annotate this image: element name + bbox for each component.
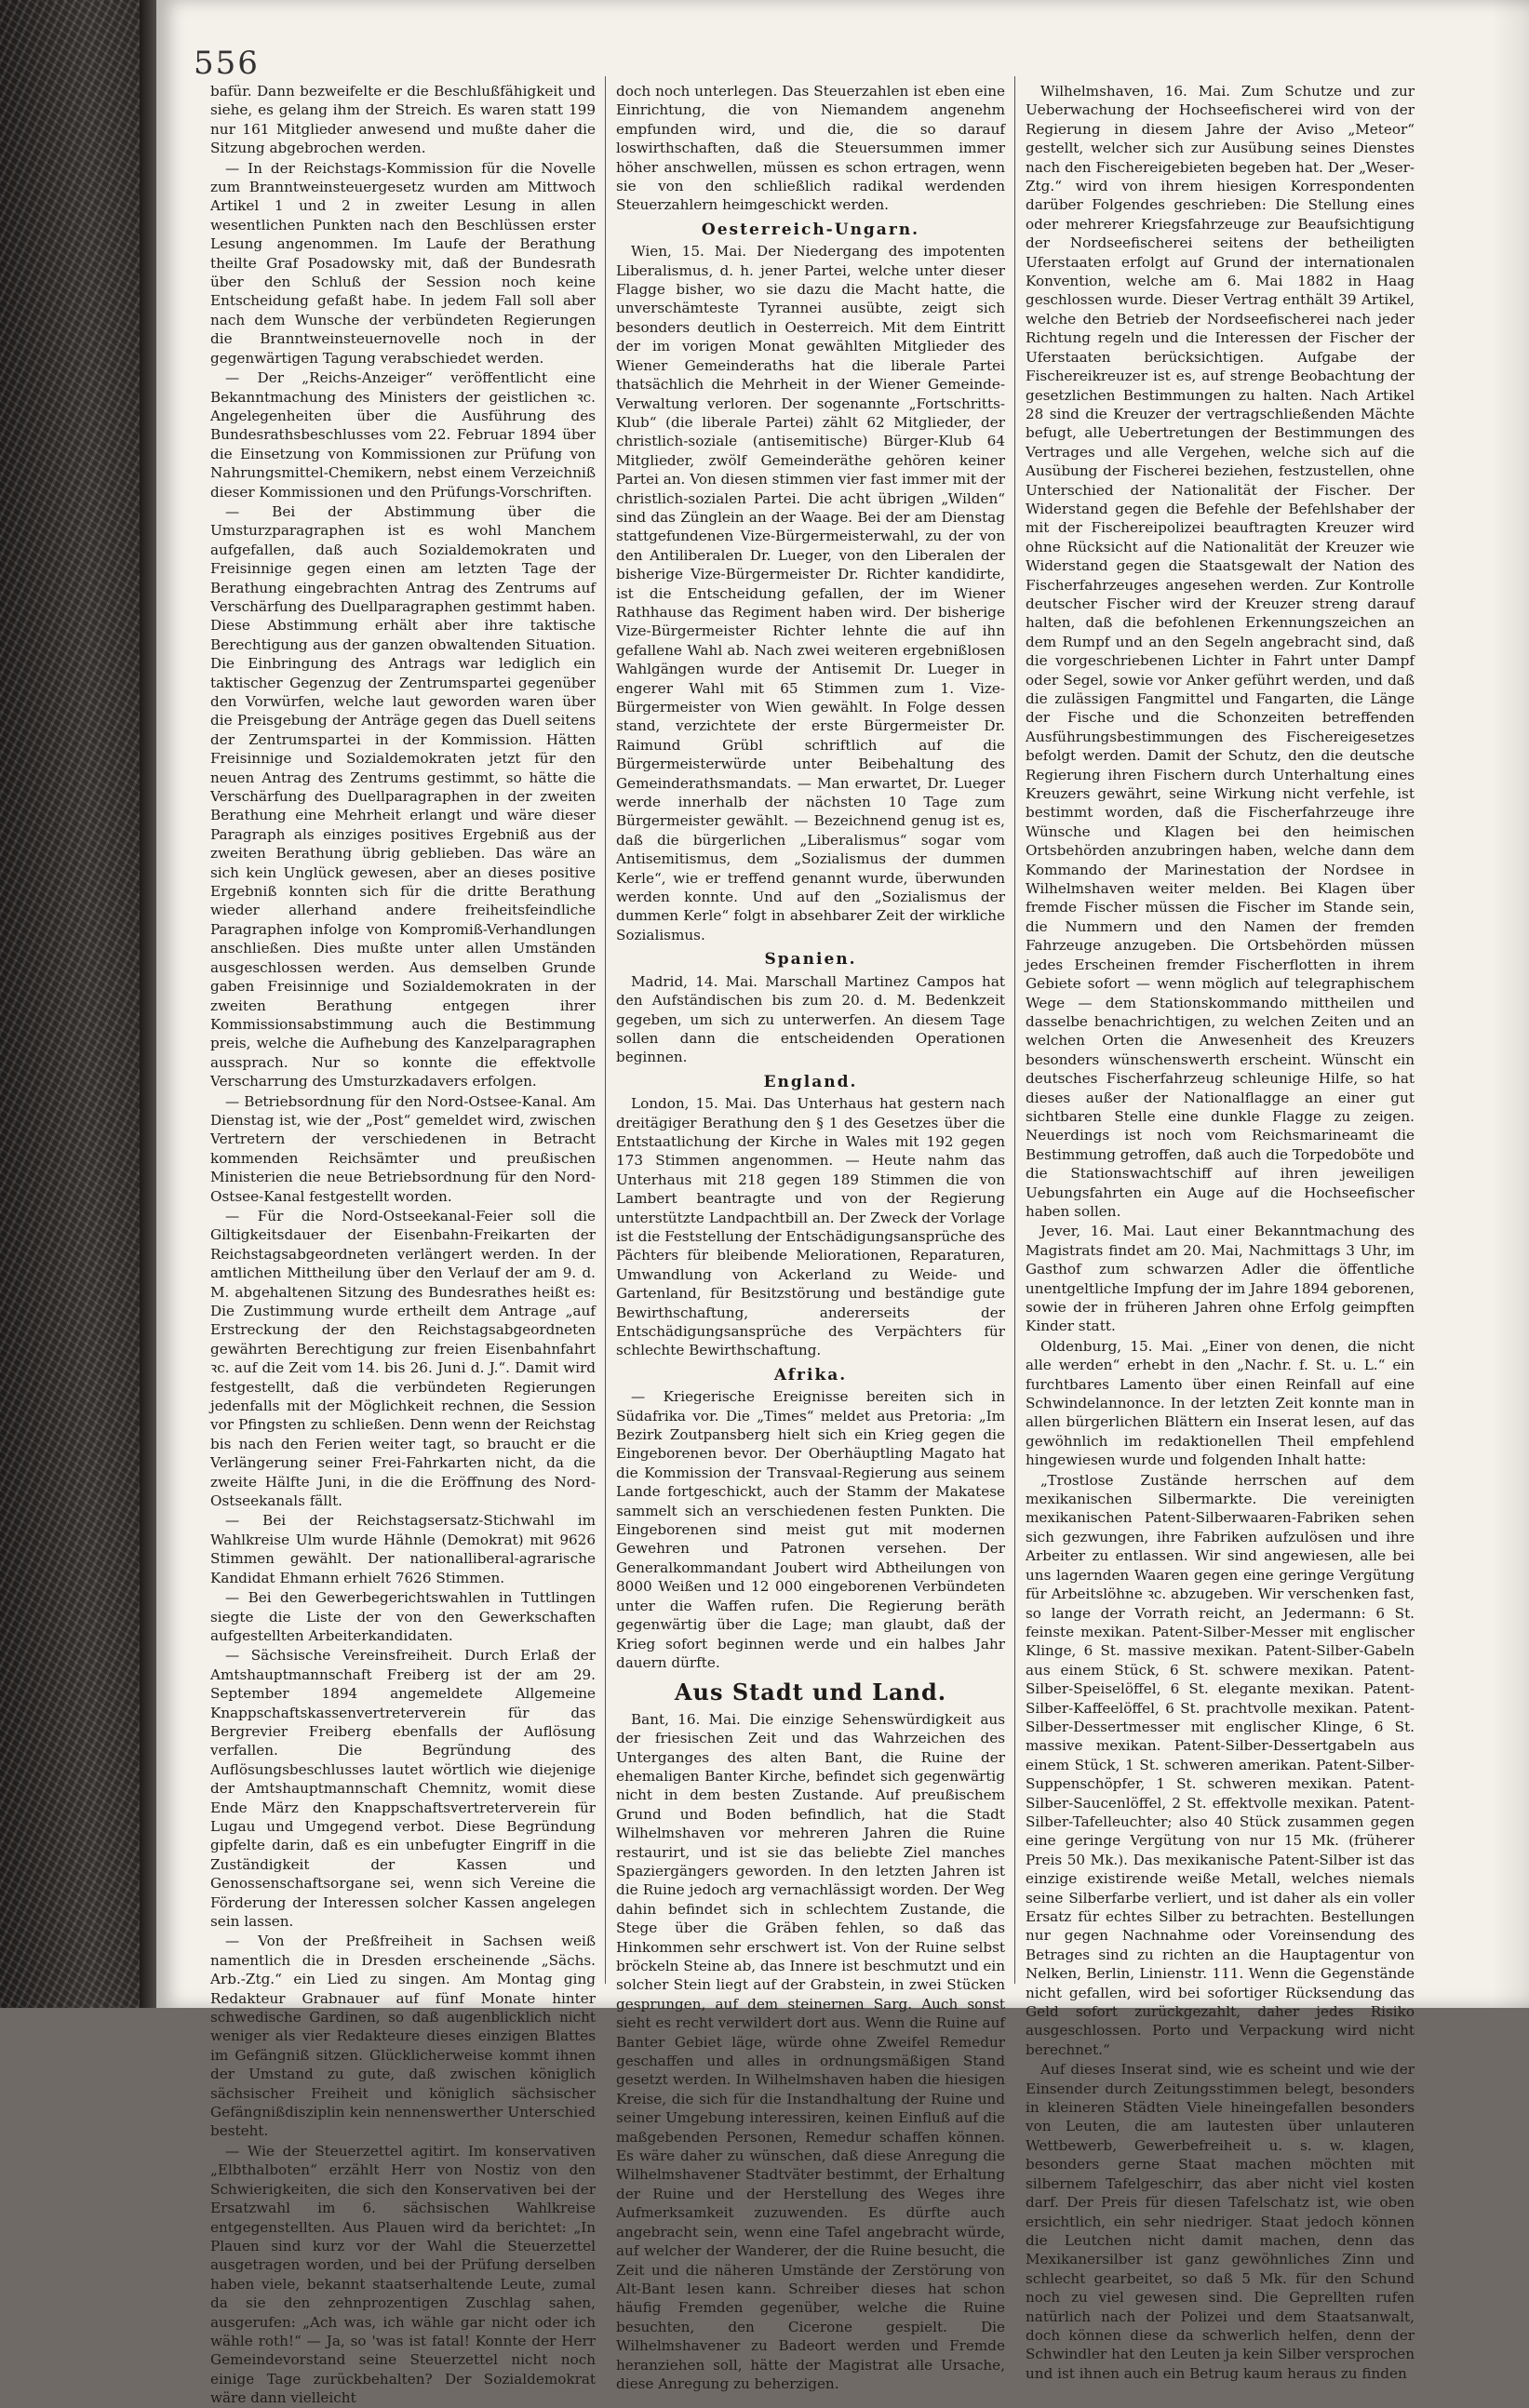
text-column-2 [616, 82, 1005, 2392]
article-paragraph: — Von der Preßfreiheit in Sachsen weiß namentlich die in Dresden erscheinende „Sächs. Arb.-Ztg.“ ein Lied zu singen. Am Montag ging Redakteur Grabnauer auf fünf Monate hinter schwedische Gardinen, so daß augenblicklich nicht weniger als vier Redakteure dieses einzigen Blattes im Gefängniß sitzen. Glücklicherweise kommt ihnen der Umstand zu gute, daß zwischen königlich sächsischer Freiheit und königlich sächsischer Gefängnißdisziplin kein nennenswerther Unterschied besteht. [210, 1933, 596, 2140]
article-paragraph: — Wie der Steuerzettel agitirt. Im konservativen „Elbthalboten“ erzählt Herr von Nostiz von den Schwierigkeiten, die sich den Konservativen bei der Ersatzwahl im 6. sächsischen Wahlkreise entgegenstellten. Aus Plauen wird da berichtet: „In Plauen sind kurz vor der Wahl die Steuerzettel ausgetragen worden, und bei der Prüfung derselben haben viele, bekannt staatserhaltende Leute, zumal da sie den zehnprozentigen Zuschlag sahen, ausgerufen: „Ach was, ich wähle gar nicht oder ich wähle roth!“ — Ja, so 'was ist fatal! Konnte der Herr Gemeindevorstand seine Steuerzettel nicht noch einige Tage zurückbehalten? Der Sozialdemokrat wäre dann vielleicht [210, 2142, 596, 2407]
article-paragraph: „Trostlose Zustände herrschen auf dem mexikanischen Silbermarkte. Die vereinigten mexikanischen Patent-Silberwaaren-Fabriken sehen sich gezwungen, ihre Fabriken aufzulösen und ihre Arbeiter zu entlassen. Wir sind angewiesen, alle bei uns lagernden Waaren gegen eine geringe Vergütung für Arbeitslöhne ꝛc. abzugeben. Wir verschenken fast, so lange der Vorrath reicht, an Jedermann: 6 St. feinste mexikan. Patent-Silber-Messer mit englischer Klinge, 6 St. massive mexikan. Patent-Silber-Gabeln aus einem Stück, 6 St. schwere mexikan. Patent-Silber-Speiselöffel, 6 St. elegante mexikan. Patent-Silber-Kaffeelöffel, 6 St. prachtvolle mexikan. Patent-Silber-Dessertmesser mit englischer Klinge, 6 St. massive mexikan. Patent-Silber-Dessertgabeln aus einem Stück, 1 St. schweren amerikan. Patent-Silber-Suppenschöpfer, 1 St. schweren mexikan. Patent-Silber-Saucenlöffel, 2 St. effektvolle mexikan. Patent-Silber-Tafelleuchter; also 40 Stück zusammen gegen eine geringe Vergütung von nur 15 Mk. (früherer Preis 50 Mk.). Das mexikanische Patent-Silber ist das einzige existirende weiße Metall, welches niemals seine Silberfarbe verliert, und ist daher als ein voller Ersatz für echtes Silber zu betrachten. Bestellungen nur gegen Nachnahme oder Voreinsendung des Betrages sind zu richten an die Hauptagentur von Nelken, Berlin, Linienstr. 111. Wenn die Gegenstände nicht gefallen, wird bei sofortiger Rücksendung das Geld sofort zurückgezahlt, daher jedes Risiko ausgeschlossen. Porto und Verpackung wird nicht berechnet.“ [1026, 1471, 1415, 2058]
article-paragraph: — Bei der Abstimmung über die Umsturzparagraphen ist es wohl Manchem aufgefallen, daß auch Sozialdemokraten und Freisinnige gegen einen am letzten Tage der Berathung eingebrachten Antrag des Zentrums auf Verschärfung des Duellparagraphen gestimmt haben. Diese Abstimmung erhält aber ihre taktische Berechtigung aus der ganzen obwaltenden Situation. Die Einbringung des Antrags war lediglich ein taktischer Gegenzug der Zentrumspartei gegenüber den Vorwürfen, welche laut geworden waren über die Preisgebung der Anträge gegen das Duell seitens der Zentrumspartei in der Kommission. Hätten Freisinnige und Sozialdemokraten jetzt für den neuen Antrag des Zentrums gestimmt, so hätte die Verschärfung des Duellparagraphen in der zweiten Berathung eine Mehrheit erlangt und wäre dieser Paragraph als einziges positives Ergebniß aus der zweiten Berathung übrig geblieben. Das wäre an sich kein Unglück gewesen, aber an dieses positive Ergebniß konnten sich für die dritte Berathung wieder allerhand andere freiheitsfeindliche Paragraphen infolge von Kompromiß-Verhandlungen anschließen. Dies mußte unter allen Umständen ausgeschlossen werden. Aus demselben Grunde gaben Freisinnige und Sozialdemokraten in der zweiten Berathung entgegen ihrer Kommissionsabstimmung auch die Bestimmung preis, welche die Aufhebung des Kanzelparagraphen aussprach. Nur so konnte die effektvolle Verscharrung des Umsturzkadavers erfolgen. [210, 502, 596, 1090]
section-title: Aus Stadt und Land. [674, 1679, 947, 1706]
section-heading: Spanien. [764, 950, 857, 970]
article-paragraph: — Der „Reichs-Anzeiger“ veröffentlicht eine Bekanntmachung des Ministers der geistlichen ꝛc. Angelegenheiten über die Ausführung des Bundesrathsbeschlusses vom 22. Februar 1894 über die Einsetzung von Kommissionen zur Prüfung von Nahrungsmittel-Chemikern, nebst einem Verzeichniß dieser Kommissionen und den Prüfungs-Vorschriften. [210, 369, 596, 501]
section-heading: Afrika. [773, 1365, 848, 1385]
page-edge-shadow [1492, 0, 1529, 2008]
text-column-3 [1026, 82, 1415, 2382]
section-heading: Oesterreich-Ungarn. [701, 220, 920, 239]
section-heading: England. [763, 1072, 858, 1091]
column-rule [1014, 76, 1015, 1984]
column-rule [605, 76, 606, 1984]
article-paragraph: Auf dieses Inserat sind, wie es scheint und wie der Einsender durch Zeitungsstimmen belegt, besonders in kleineren Städten Viele hineingefallen besonders von Leuten, die am lautesten über unlauteren Wettbewerb, Gewerbefreiheit u. s. w. klagen, besonders gerne Staat machen möchten mit silbernem Tafelgeschirr, das aber nicht viel kosten darf. Der Preis für diesen Tafelschatz ist, wie oben ersichtlich, ein sehr niedriger. Staat jedoch können die Leutchen nicht damit machen, denn das Mexikanersilber ist ganz gewöhnliches Zinn und schlecht gearbeitet, so daß 5 Mk. für den Schund noch zu viel gewesen sind. Die Geprellten rufen natürlich nach der Polizei und dem Staatsanwalt, doch können diese da schwerlich helfen, denn der Schwindler hat den Leuten ja kein Silber versprochen und ist ihnen auch ein Betrug kaum heraus zu finden [1026, 2061, 1415, 2382]
article-paragraph: — Kriegerische Ereignisse bereiten sich in Südafrika vor. Die „Times“ meldet aus Pretoria: „Im Bezirk Zoutpansberg hielt sich ein Krieg gegen die Eingeborenen bevor. Der Oberhäuptling Magato hat die Kommission der Transvaal-Regierung aus seinem Lande fortgeschickt, auch der Stamm der Makatese sammelt sich an verschiedenen festen Punkten. Die Eingeborenen sind meist gut mit modernen Gewehren und Patronen versehen. Der Generalkommandant Joubert wird Abtheilungen von 8000 Weißen und 12 000 eingeborenen Verbündeten unter die Waffen rufen. Die Regierung beräth gegenwärtig über die Lage; man glaubt, daß der Krieg sofort beginnen werde und ein halbes Jahr dauern dürfte. [616, 1388, 1005, 1671]
article-paragraph: Bant, 16. Mai. Die einzige Sehenswürdigkeit aus der friesischen Zeit und das Wahrzeichen des Unterganges des alten Bant, die Ruine der ehemaligen Banter Kirche, befindet sich gegenwärtig nicht in dem besten Zustande. Auf preußischem Grund und Boden befindlich, hat die Stadt Wilhelmshaven vor mehreren Jahren die Ruine restaurirt, und ist sie das beliebte Ziel manches Spaziergängers geworden. In den letzten Jahren ist die Ruine jedoch arg vernachlässigt worden. Der Weg dahin befindet sich in schlechtem Zustande, die Stege über die Gräben fehlen, so daß das Hinkommen sehr erschwert ist. Von der Ruine selbst bröckeln Steine ab, das Innere ist beschmutzt und ein solcher Stein liegt auf der Grabstein, in zwei Stücken gesprungen, auf dem steinernen Sarg. Auch sonst sieht es recht verwildert dort aus. Wenn die Ruine auf Banter Gebiet läge, würde ohne Zweifel Remedur geschaffen und alles in ordnungsmäßigen Stand gesetzt werden. In Wilhelmshaven haben die hiesigen Kreise, die sich für die Instandhaltung der Ruine und seiner Umgebung interessiren, keinen Einfluß auf die maßgebenden Personen, Remedur schaffen können. Es wäre daher zu wünschen, daß diese Anregung die Wilhelmshavener Stadtväter bestimmt, der Erhaltung der Ruine und der Herstellung des Weges ihre Aufmerksamkeit zuzuwenden. Es dürfte auch angebracht sein, wenn eine Tafel angebracht würde, auf welcher der Wanderer, der die Ruine besucht, die Zeit und die näheren Umstände der Zerstörung von Alt-Bant lesen kann. Schreiber dieses hat schon häufig Fremden gegenüber, welche die Ruine besuchten, den Cicerone gespielt. Die Wilhelmshavener zu Badeort werden und Fremde heranziehen soll, hätte der Magistrat alle Ursache, diese Anregung zu beherzigen. [616, 1710, 1005, 2392]
article-paragraph: Madrid, 14. Mai. Marschall Martinez Campos hat den Aufständischen bis zum 20. d. M. Bedenkzeit gegeben, um sich zu unterwerfen. An diesem Tage sollen dann die entscheidenden Operationen beginnen. [616, 972, 1005, 1066]
article-paragraph: Oldenburg, 15. Mai. „Einer von denen, die nicht alle werden“ erhebt in den „Nachr. f. St. u. L.“ ein furchtbares Lamento über einen Reinfall auf eine Schwindelannonce. In der letzten Zeit konnte man in allen bürgerlichen Blättern ein Inserat lesen, auf das gewöhnlich im redaktionellen Theil empfehlend hingewiesen wurde und folgenden Inhalt hatte: [1026, 1337, 1415, 1469]
article-paragraph: Wilhelmshaven, 16. Mai. Zum Schutze und zur Ueberwachung der Hochseefischerei wird von der Regierung in diesem Jahre der Aviso „Meteor“ gestellt, welcher sich zur Ausübung seines Dienstes nach den Fischereigebieten begeben hat. Der „Weser-Ztg.“ wird von ihrem hiesigen Korrespondenten darüber Folgendes geschrieben: Die Stellung eines oder mehrerer Kriegsfahrzeuge zur Beaufsichtigung der Nordseefischerei seitens der betheiligten Uferstaaten erfolgt auf Grund der internationalen Konvention, welche am 6. Mai 1882 in Haag geschlossen wurde. Dieser Vertrag enthält 39 Artikel, welche den Betrieb der Nordseefischerei nach jeder Richtung regeln und die Interessen der Fischer der Uferstaaten berücksichtigen. Aufgabe der Fischereikreuzer ist es, auf strenge Beobachtung der gesetzlichen Bestimmungen zu halten. Nach Artikel 28 sind die Kreuzer der vertragschließenden Mächte befugt, alle Uebertretungen der Bestimmungen des Vertrages und alle Vergehen, welche sich auf die Ausübung der Fischerei beziehen, festzustellen, ohne Unterschied der Nationalität der Fischer. Der Widerstand gegen die Befehle der Befehlshaber der mit der Fischereipolizei beauftragten Kreuzer wird ohne Rücksicht auf die Nationalität der Kreuzer wie Widerstand gegen die Staatsgewalt der Nation des Fischerfahrzeuges angesehen werden. Zur Kontrolle deutscher Fischer wird der Kreuzer streng darauf halten, daß die befohlenen Erkennungszeichen an dem Rumpf und an den Segeln angebracht sind, daß die vorgeschriebenen Lichter in Fahrt unter Dampf oder Segel, sowie vor Anker geführt werden, und daß die zulässigen Fangmittel und Fangarten, die Länge der Fische und die Schonzeiten betreffenden Ausführungsbestimmungen des Fischereigesetzes befolgt werden. Damit der Schutz, den die deutsche Regierung ihren Fischern durch Unterhaltung eines Kreuzers gewährt, seine Wirkung nicht verfehle, ist bestimmt worden, daß die Fischerfahrzeuge ihre Wünsche und Klagen bei den heimischen Ortsbehörden anzubringen haben, welche dann dem Kommando der Marinestation der Nordsee in Wilhelmshaven weiter melden. Bei Klagen über fremde Fischer müssen die Fischer im Stande sein, die Nummern und den Namen der fremden Fahrzeuge anzugeben. Die Ortsbehörden müssen jedes Erscheinen fremder Fischerflotten in ihrem Gebiete sofort — wenn möglich auf telegraphischem Wege — dem Stationskommando mittheilen und dasselbe benachrichtigen, zu welchen Zeiten und an welchen Orten die Anwesenheit des Kreuzers besonders wünschenswerth erscheint. Wünscht ein deutsches Fischerfahrzeug schleunige Hilfe, so hat dieses außer der Nationalflagge an einer gut sichtbaren Stelle eine dunkle Flagge zu zeigen. Neuerdings ist noch vom Reichsmarineamt die Bestimmung getroffen, daß auch die Torpedoböte und die Stationswachtschiff auf ihren jeweiligen Uebungsfahrten ein Auge auf die Hochseefischer haben sollen. [1026, 83, 1415, 1220]
page-number: 556 [194, 45, 260, 82]
article-paragraph: doch noch unterlegen. Das Steuerzahlen ist eben eine Einrichtung, die von Niemandem angenehm empfunden wird, und die, die so darauf loswirthschaften, daß die Steuersummen immer höher anschwellen, müssen es schon ertragen, wenn sie von den schließlich radikal werdenden Steuerzahlern heimgeschickt werden. [616, 83, 1005, 214]
article-paragraph: Jever, 16. Mai. Laut einer Bekanntmachung des Magistrats findet am 20. Mai, Nachmittags 3 Uhr, im Gasthof zum schwarzen Adler die öffentliche unentgeltliche Impfung der im Jahre 1894 geborenen, sowie der in früheren Jahren ohne Erfolg geimpften Kinder statt. [1026, 1223, 1415, 1335]
article-paragraph: — Betriebsordnung für den Nord-Ostsee-Kanal. Am Dienstag ist, wie der „Post“ gemeldet wird, zwischen Vertretern der verschiedenen in Betracht kommenden Reichsämter und preußischen Ministerien die neue Betriebsordnung für den Nord-Ostsee-Kanal festgestellt worden. [210, 1092, 596, 1205]
article-paragraph: bafür. Dann bezweifelte er die Beschlußfähigkeit und siehe, es gelang ihm der Streich. Es waren statt 199 nur 161 Mitglieder anwesend und mußte daher die Sitzung abgebrochen werden. [210, 83, 596, 157]
article-paragraph: Wien, 15. Mai. Der Niedergang des impotenten Liberalismus, d. h. jener Partei, welche unter dieser Flagge bisher, wo sie dazu die Macht hatte, die unverschämteste Tyrannei ausübte, zeigt sich besonders deutlich in Oesterreich. Mit dem Eintritt der im vorigen Monat gewählten Mitglieder des Wiener Gemeinderaths hat die liberale Partei thatsächlich die Mehrheit in der Wiener Gemeinde-Verwaltung verloren. Der sogenannte „Fortschritts-Klub“ (die liberale Partei) zählt 62 Mitglieder, der christlich-soziale (antisemitische) Bürger-Klub 64 Mitglieder, zwölf Gemeinderäthe gehören keiner Partei an. Von diesen stimmen vier fast immer mit der christlich-sozialen Partei. Die acht übrigen „Wilden“ sind das Zünglein an der Waage. Bei der am Dienstag stattgefundenen Vize-Bürgermeisterwahl, zu der von den Antiliberalen Dr. Lueger, von den Liberalen der bisherige Vize-Bürgermeister Dr. Richter kandidirte, ist die Entscheidung gefallen, der im Wiener Rathhause das Regiment haben wird. Der bisherige Vize-Bürgermeister Richter lehnte die auf ihn gefallene Wahl ab. Nach zwei weiteren ergebnißlosen Wahlgängen wurde der Antisemit Dr. Lueger in engerer Wahl mit 65 Stimmen zum 1. Vize-Bürgermeister von Wien gewählt. In Folge dessen stand, verzichtete der erste Bürgermeister Dr. Raimund Grübl schriftlich auf die Bürgermeisterwürde unter Beibehaltung des Gemeinderathsmandats. — Man erwartet, Dr. Lueger werde innerhalb der nächsten 10 Tage zum Bürgermeister gewählt. — Bezeichnend genug ist es, daß die bürgerlichen „Liberalismus“ sogar vom Antisemitismus, dem „Sozialismus der dummen Kerle“, wie er treffend genannt wurde, überwunden werden konnte. Und auf den „Sozialismus der dummen Kerle“ folgt in absehbarer Zeit der wirkliche Sozialismus. [616, 243, 1005, 943]
page-gutter [140, 0, 158, 2008]
newspaper-page [156, 0, 1529, 2407]
article-paragraph: London, 15. Mai. Das Unterhaus hat gestern nach dreitägiger Berathung den § 1 des Gesetzes über die Entstaatlichung der Kirche in Wales mit 192 gegen 173 Stimmen angenommen. — Heute nahm das Unterhaus mit 218 gegen 189 Stimmen die von Lambert beantragte und von der Regierung unterstützte Landpachtbill an. Der Zweck der Vorlage ist die Feststellung der Entschädigungsansprüche des Pächters für bleibende Meliorationen, Reparaturen, Umwandlung von Ackerland zu Weide- und Gartenland, für Besitzstörung und beständige gute Bewirthschaftung, andererseits der Entschädigungsansprüche des Verpächters für schlechte Bewirthschaftung. [616, 1095, 1005, 1359]
article-paragraph: — Bei den Gewerbegerichtswahlen in Tuttlingen siegte die Liste der von den Gewerkschaften aufgestellten Arbeiterkandidaten. [210, 1589, 596, 1644]
text-column-1 [210, 82, 596, 2407]
article-paragraph: — Bei der Reichstagsersatz-Stichwahl im Wahlkreise Ulm wurde Hähnle (Demokrat) mit 9626 Stimmen gewählt. Der nationalliberal-agrarische Kandidat Ehmann erhielt 7626 Stimmen. [210, 1512, 596, 1586]
article-paragraph: — Sächsische Vereinsfreiheit. Durch Erlaß der Amtshauptmannschaft Freiberg ist der am 29. September 1894 angemeldete Allgemeine Knappschaftskassenvertreterverein für das Bergrevier Freiberg ebenfalls der Auflösung verfallen. Die Begründung des Auflösungsbeschlusses lautet wörtlich wie diejenige der Amtshauptmannschaft Chemnitz, womit diese Ende März den Knappschaftsvertreterverein für Lugau und Umgegend verbot. Diese Begründung gipfelte darin, daß es ein unbefugter Eingriff in die Zuständigkeit der Kassen und Genossenschaftsorgane sei, wenn sich Vereine die Förderung der Interessen solcher Kassen angelegen sein lassen. [210, 1647, 596, 1930]
article-paragraph: — Für die Nord-Ostseekanal-Feier soll die Giltigkeitsdauer der Eisenbahn-Freikarten der Reichstagsabgeordneten verlängert werden. In der amtlichen Mittheilung über den Verlauf der am 9. d. M. abgehaltenen Sitzung des Bundesrathes heißt es: Die Zustimmung wurde ertheilt dem Antrage „auf Erstreckung der den Reichstagsabgeordneten gewährten Berechtigung zur freien Eisenbahnfahrt ꝛc. auf die Zeit vom 14. bis 26. Juni d. J.“. Damit wird festgestellt, daß die verbündeten Regierungen jedenfalls mit der Möglichkeit rechnen, die Session vor Pfingsten zu schließen. Denn wenn der Reichstag bis nach den Ferien weiter tagt, so braucht er die Verlängerung seiner Frei-Fahrkarten nicht, da die zweite Hälfte Juni, in die die Eröffnung des Nord-Ostseekanals fällt. [210, 1207, 596, 1510]
article-paragraph: — In der Reichstags-Kommission für die Novelle zum Branntweinsteuergesetz wurden am Mittwoch Artikel 1 und 2 in zweiter Lesung in allen wesentlichen Punkten nach den Beschlüssen erster Lesung angenommen. Im Laufe der Berathung theilte Graf Posadowsky mit, daß der Bundesrath über den Schluß der Session noch keine Entscheidung gefaßt habe. In jedem Fall soll aber nach dem Wunsche der verbündeten Regierungen die Branntweinsteuernovelle noch in der gegenwärtigen Tagung verabschiedet werden. [210, 159, 596, 367]
book-binding [0, 0, 149, 2008]
